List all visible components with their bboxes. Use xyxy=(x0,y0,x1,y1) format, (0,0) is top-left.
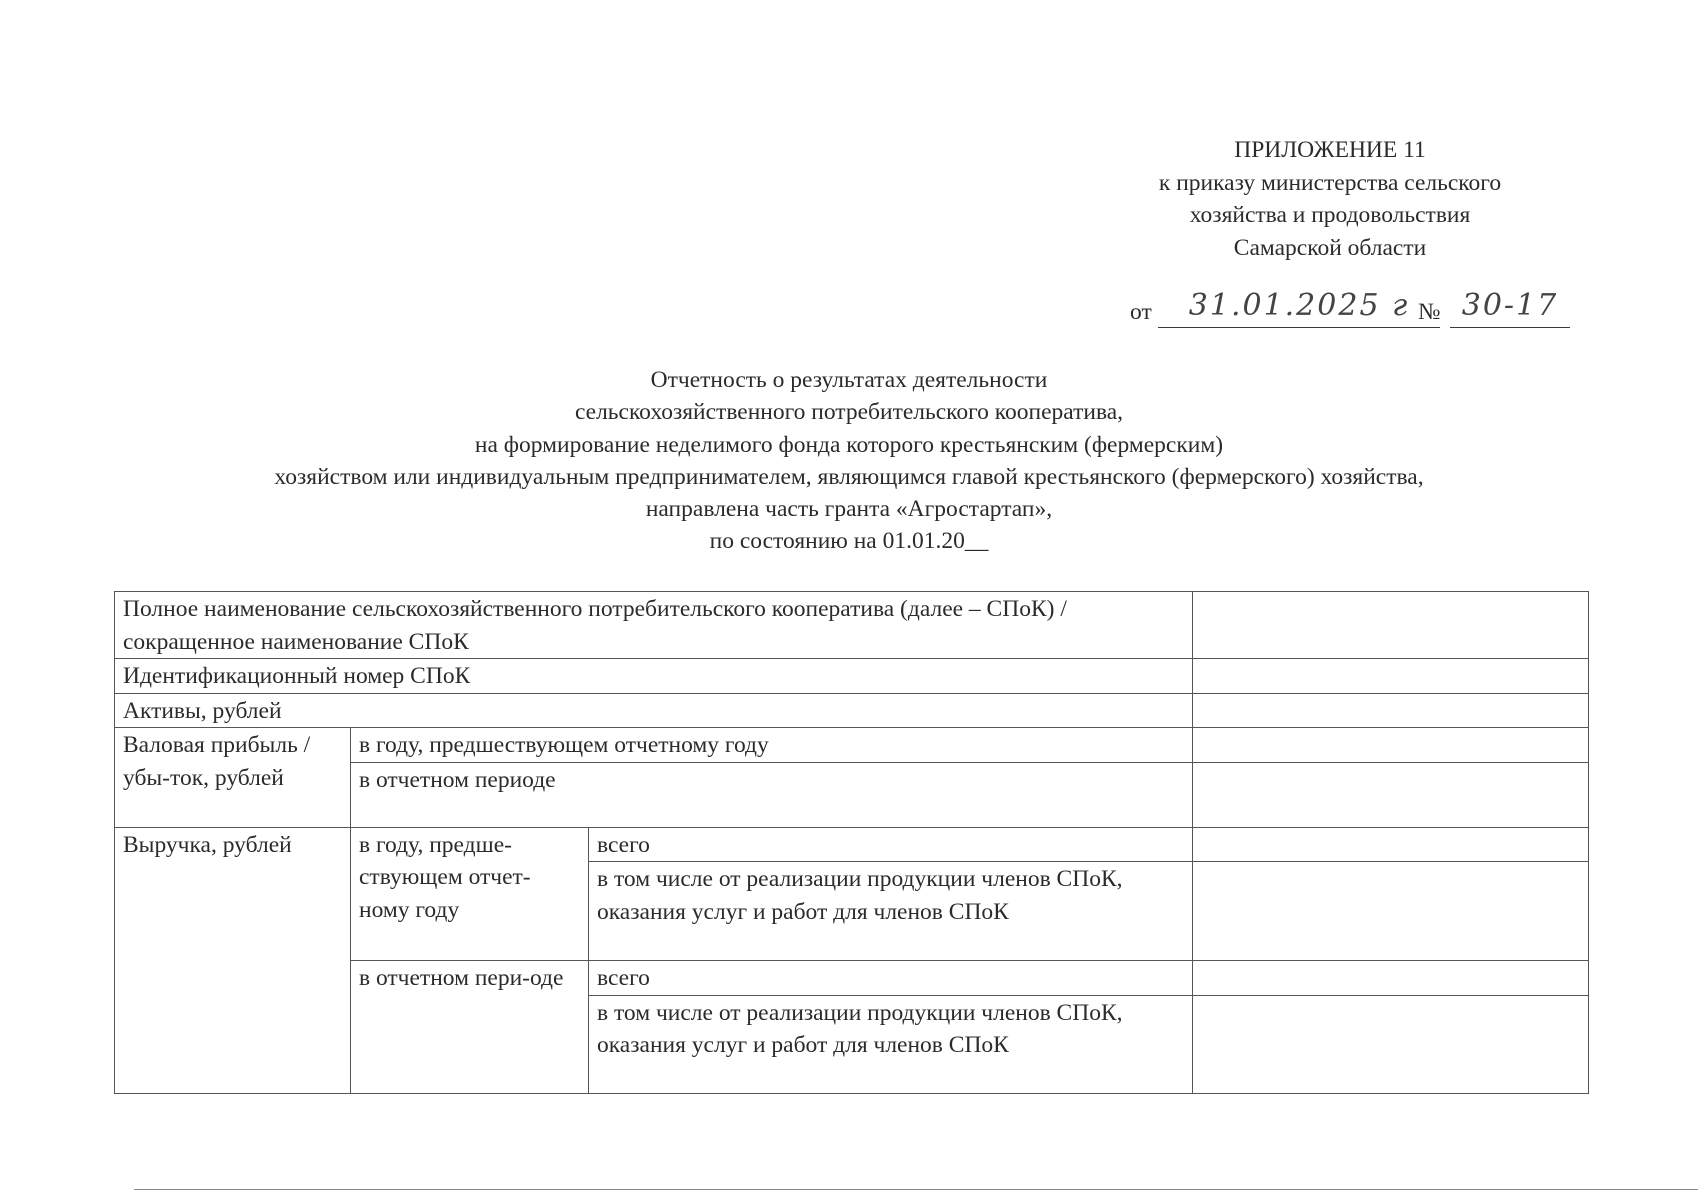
order-number-label: № xyxy=(1418,299,1441,325)
table-row xyxy=(115,592,1589,659)
appendix-header xyxy=(1110,134,1550,264)
assets-value-cell[interactable] xyxy=(1193,693,1589,728)
revenue-current-period-members-label: в том числе от реализации продукции членов СПоК, оказания услуг и работ для членов СПоК xyxy=(589,995,1193,1093)
revenue-label: Выручка, рублей xyxy=(115,827,351,1093)
full-name-value-cell[interactable] xyxy=(1193,592,1589,659)
order-date-handwritten: 31.01.2025 г xyxy=(1158,289,1440,328)
table-row xyxy=(115,693,1589,728)
bottom-divider xyxy=(134,1189,1698,1190)
full-name-label: Полное наименование сельскохозяйственного потребительского кооператива (далее – СПоК) / сокращенное наименование СПоК xyxy=(115,592,1193,659)
revenue-prev-year-label: в году, предше-ствующем отчет-ному году xyxy=(351,827,589,961)
title-line: по состоянию на 01.01.20__ xyxy=(709,528,989,555)
revenue-current-period-total-value-cell[interactable] xyxy=(1193,961,1589,996)
table-row xyxy=(115,827,1589,862)
revenue-prev-year-members-value-cell[interactable] xyxy=(1193,862,1589,961)
revenue-current-period-label: в отчетном пери-оде xyxy=(351,961,589,1094)
order-number-handwritten: 30-17 xyxy=(1450,289,1570,328)
order-reference xyxy=(1130,288,1570,332)
revenue-current-period-total-label: всего xyxy=(589,961,1193,996)
table-row xyxy=(115,659,1589,694)
report-table xyxy=(114,591,1589,1094)
gross-profit-prev-year-value-cell[interactable] xyxy=(1193,728,1589,763)
gross-profit-prev-year-label: в году, предшествующем отчетному году xyxy=(351,728,1193,763)
revenue-current-period-members-value-cell[interactable] xyxy=(1193,995,1589,1093)
title-line: направлена часть гранта «Агростартап», xyxy=(645,496,1053,523)
title-line: сельскохозяйственного потребительского кооператива, xyxy=(574,399,1124,426)
appendix-line-2: хозяйства и продовольствия xyxy=(1189,202,1471,228)
gross-profit-label: Валовая прибыль / убы-ток, рублей xyxy=(115,728,351,828)
inn-value-cell[interactable] xyxy=(1193,659,1589,694)
revenue-prev-year-total-label: всего xyxy=(589,827,1193,862)
gross-profit-current-period-label: в отчетном периоде xyxy=(351,762,1193,827)
title-line: хозяйством или индивидуальным предпринимателем, являющимся главой крестьянского (фермерского) хозяйства, xyxy=(274,463,1424,490)
title-line: на формирование неделимого фонда которого крестьянским (фермерским) xyxy=(474,431,1224,458)
inn-label: Идентификационный номер СПоК xyxy=(115,659,1193,694)
revenue-prev-year-members-label: в том числе от реализации продукции членов СПоК, оказания услуг и работ для членов СПоК xyxy=(589,862,1193,961)
appendix-line-1: к приказу министерства сельского xyxy=(1158,169,1502,196)
title-line: Отчетность о результатах деятельности xyxy=(650,367,1048,393)
revenue-prev-year-total-value-cell[interactable] xyxy=(1193,827,1589,862)
assets-label: Активы, рублей xyxy=(115,693,1193,728)
table-row xyxy=(115,728,1589,763)
gross-profit-current-period-value-cell[interactable] xyxy=(1193,762,1589,827)
order-from-label: от xyxy=(1130,299,1152,325)
document-title xyxy=(0,364,1698,558)
appendix-title: ПРИЛОЖЕНИЕ 11 xyxy=(1234,137,1426,163)
appendix-line-3: Самарской области xyxy=(1233,234,1427,261)
